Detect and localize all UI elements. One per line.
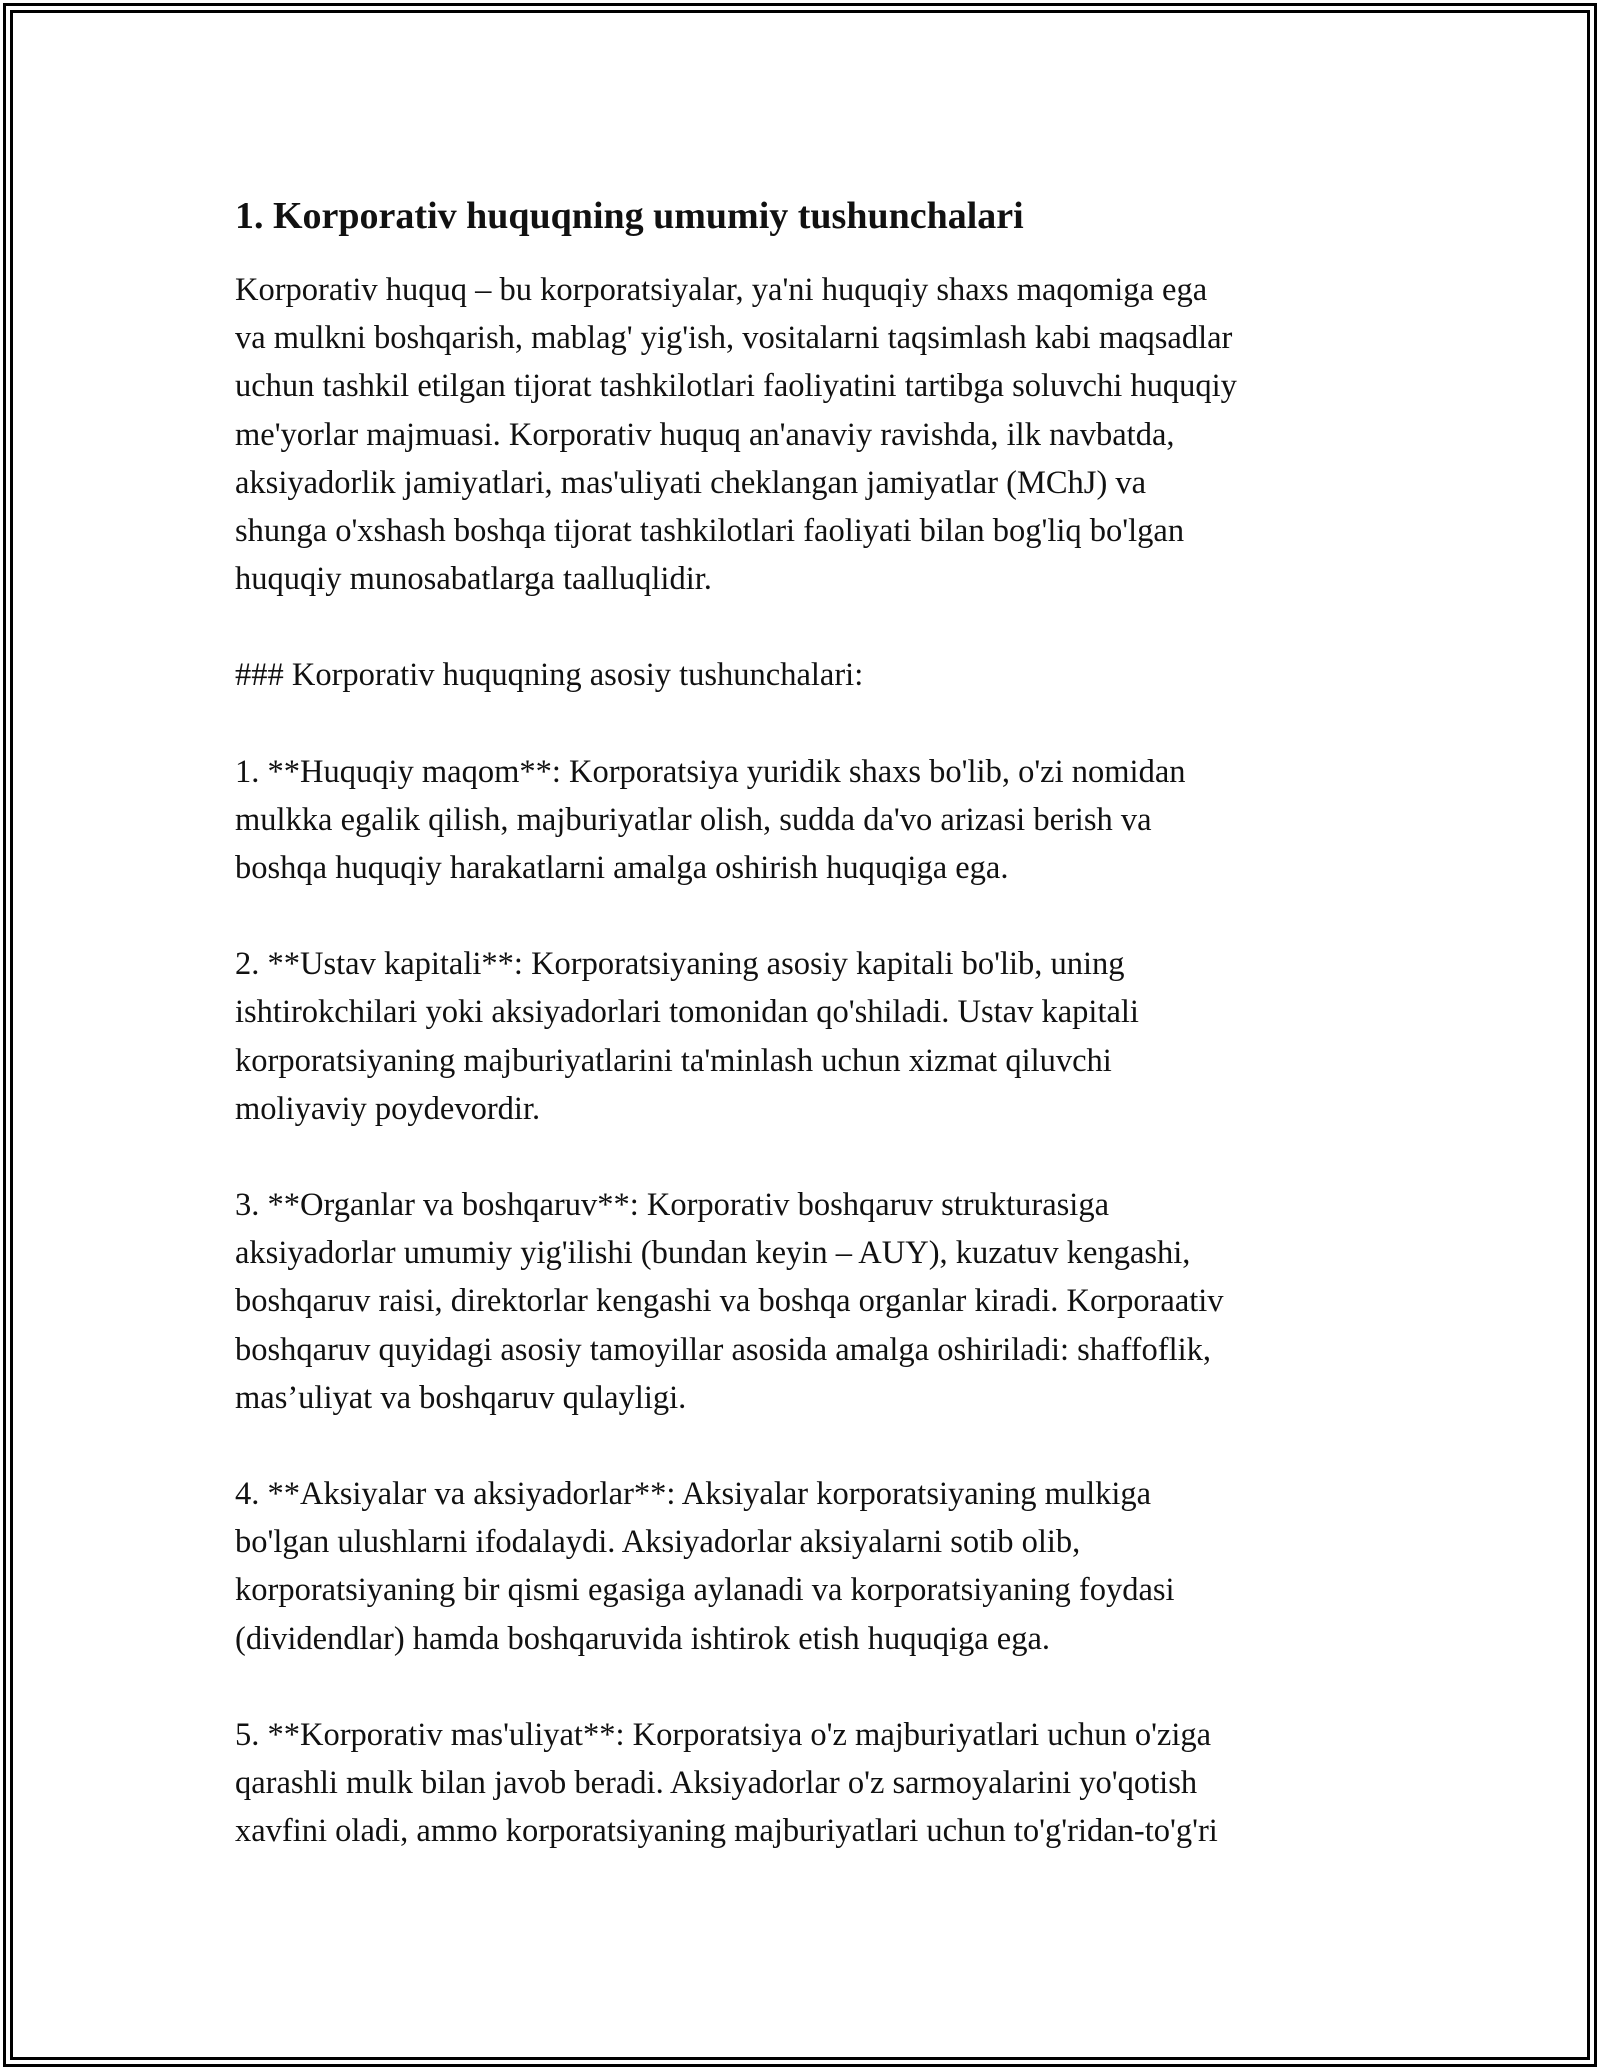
list-item-charter-capital: 2. **Ustav kapitali**: Korporatsiyaning asosiy kapitali bo'lib, uning ishtirokchilari yoki aksiyadorlari tomonidan qo'shiladi. Ustav kapitali korporatsiyaning majburiyatlarini ta'minlash uchun xizmat qiluvchi moliyaviy poydevordir.	[235, 946, 1139, 1127]
list-item-legal-status: 1. **Huquqiy maqom**: Korporatsiya yuridik shaxs bo'lib, o'zi nomidan mulkka egalik qilish, majburiyatlar olish, sudda da'vo arizasi berish va boshqa huquqiy harakatlarni amalga oshirish huquqiga ega.	[235, 753, 1186, 887]
list-item-shares-shareholders: 4. **Aksiyalar va aksiyadorlar**: Aksiyalar korporatsiyaning mulkiga bo'lgan ulushlarni ifodalaydi. Aksiyadorlar aksiyalarni sotib olib, korporatsiyaning bir qismi egasiga aylanadi va korporatsiyaning foydasi (dividendlar) hamda boshqaruvida ishtirok etish huquqiga ega.	[235, 1476, 1175, 1657]
document-body	[235, 188, 1370, 1903]
list-item-corporate-liability: 5. **Korporativ mas'uliyat**: Korporatsiya o'z majburiyatlari uchun o'ziga qarashli mulk bilan javob beradi. Aksiyadorlar o'z sarmoyalarini yo'qotish xavfini oladi, ammo korporatsiyaning majburiyatlari uchun to'g'ridan-to'g'ri	[235, 1716, 1218, 1850]
list-item-bodies-governance: 3. **Organlar va boshqaruv**: Korporativ boshqaruv strukturasiga aksiyadorlar umumiy yig'ilishi (bundan keyin – AUY), kuzatuv kengashi, boshqaruv raisi, direktorlar kengashi va boshqa organlar kiradi. Korporaativ boshqaruv quyidagi asosiy tamoyillar asosida amalga oshiriladi: shaffoflik, mas’uliyat va boshqaruv qulayligi.	[235, 1187, 1224, 1416]
intro-paragraph: Korporativ huquq – bu korporatsiyalar, ya'ni huquqiy shaxs maqomiga ega va mulkni boshqarish, mablag' yig'ish, vositalarni taqsimlash kabi maqsadlar uchun tashkil etilgan tijorat tashkilotlari faoliyatini tartibga soluvchi huquqiy me'yorlar majmuasi. Korporativ huquq an'anaviy ravishda, ilk navbatda, aksiyadorlik jamiyatlari, mas'uliyati cheklangan jamiyatlar (MChJ) va shunga o'xshash boshqa tijorat tashkilotlari faoliyati bilan bog'liq bo'lgan huquqiy munosabatlarga taalluqlidir.	[235, 272, 1237, 598]
document-title: 1. Korporativ huquqning umumiy tushunchalari	[235, 195, 1024, 237]
section-heading: ### Korporativ huquqning asosiy tushunchalari:	[235, 657, 864, 694]
